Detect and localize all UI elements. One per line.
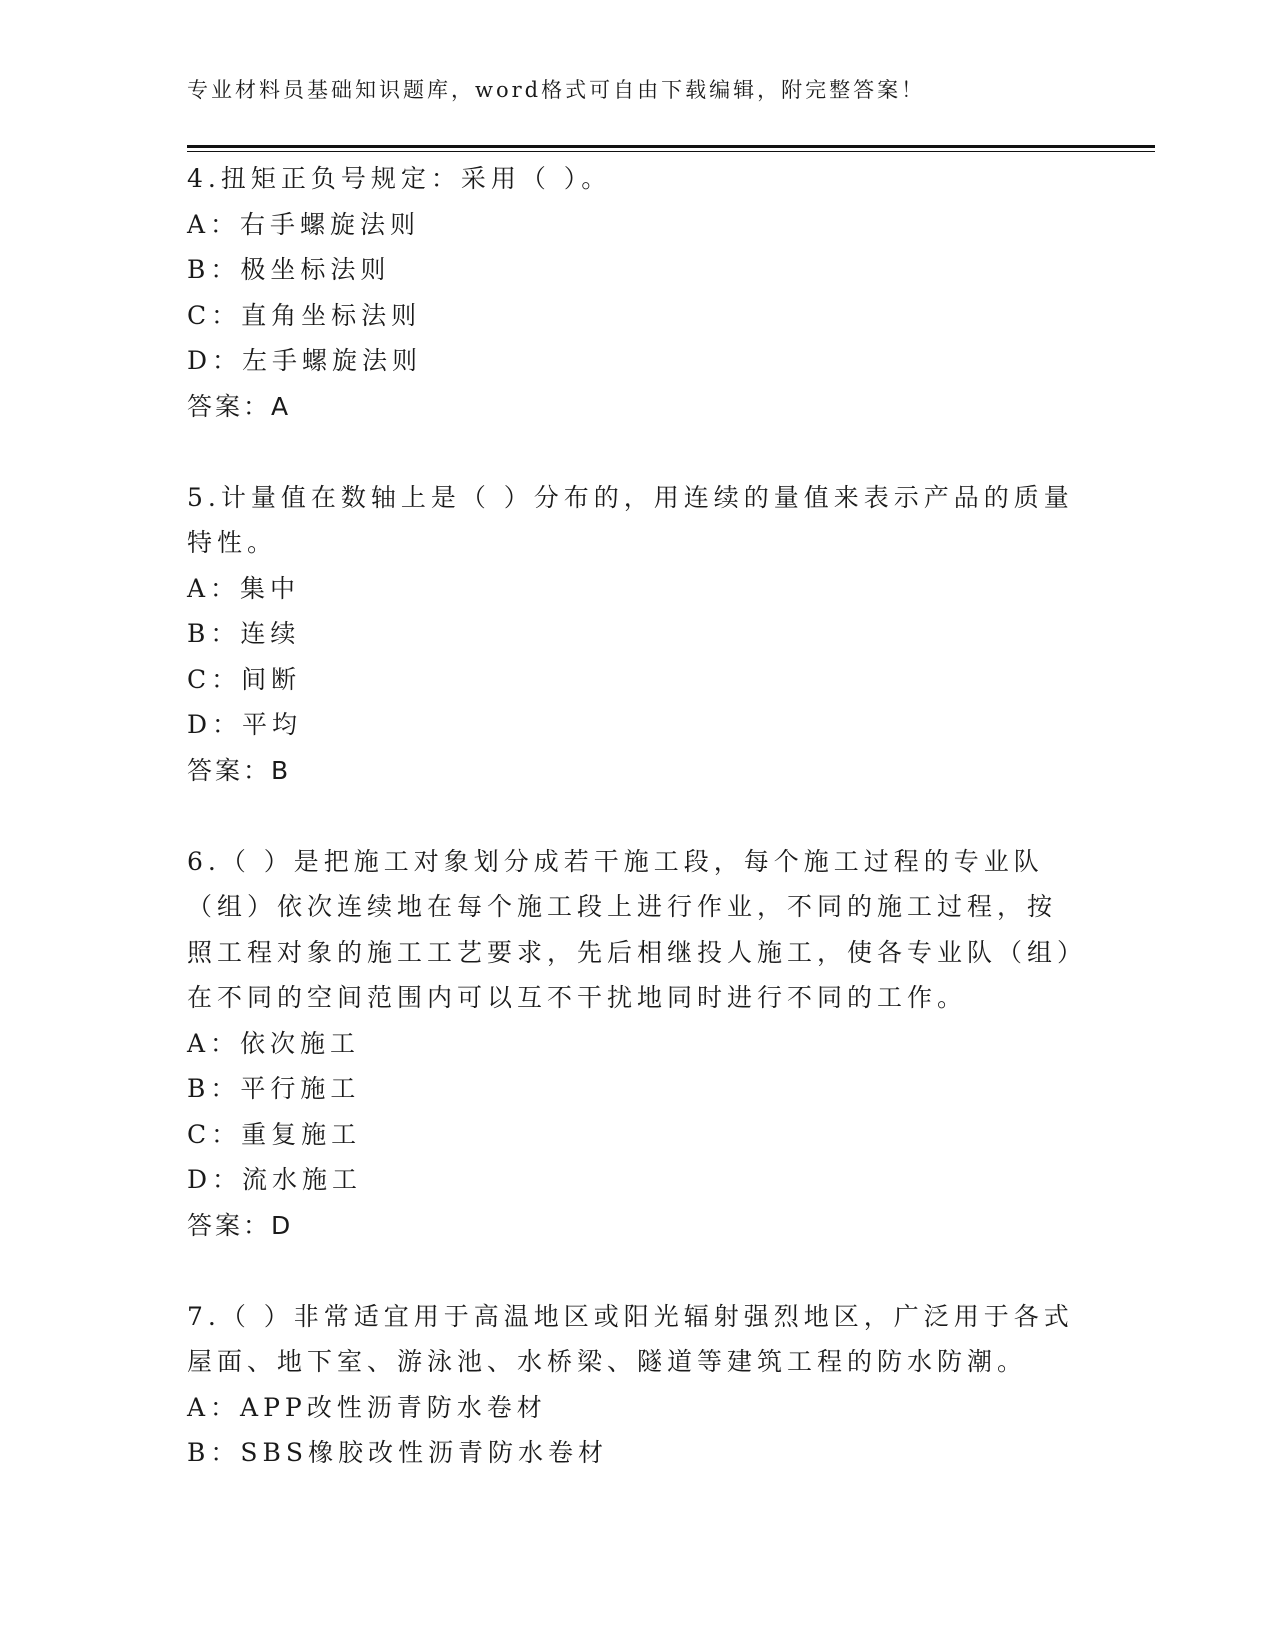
question-text: 6.（ ）是把施工对象划分成若干施工段，每个施工过程的专业队（组）依次连续地在每个施工段上进行作业，不同的施工过程，按照工程对象的施工工艺要求，先后相继投人施工，使各专业队（组）在不同的空间范围内可以互不干扰地同时进行不同的工作。	[187, 846, 1075, 1012]
answer-line: 答案：B	[187, 755, 292, 785]
question-text: 4.扭矩正负号规定：采用（ ）。	[187, 164, 612, 193]
spacer	[187, 1248, 1087, 1294]
question-7	[187, 1294, 1087, 1476]
option-a: A：集中	[187, 573, 301, 603]
question-5	[187, 475, 1087, 794]
option-b: B：平行施工	[187, 1074, 361, 1103]
option-d: D：左手螺旋法则	[187, 346, 423, 375]
option-a: A：右手螺旋法则	[187, 209, 421, 239]
option-a: A：APP改性沥青防水卷材	[187, 1392, 547, 1422]
spacer	[187, 429, 1087, 475]
answer-line: 答案：A	[187, 391, 292, 421]
header-rule-thin	[187, 151, 1155, 152]
option-b: B：极坐标法则	[187, 255, 391, 284]
spacer	[187, 793, 1087, 839]
option-c: C：直角坐标法则	[187, 300, 422, 330]
option-d: D：平均	[187, 710, 303, 739]
question-6	[187, 839, 1087, 1249]
answer-line: 答案：D	[187, 1210, 294, 1240]
option-b: B：SBS橡胶改性沥青防水卷材	[187, 1438, 608, 1467]
header-rule-thick	[187, 145, 1155, 148]
question-text: 5.计量值在数轴上是（ ）分布的，用连续的量值来表示产品的质量特性。	[187, 482, 1074, 557]
option-c: C：重复施工	[187, 1119, 362, 1149]
question-text: 7.（ ）非常适宜用于高温地区或阳光辐射强烈地区，广泛用于各式屋面、地下室、游泳池、水桥梁、隧道等建筑工程的防水防潮。	[187, 1301, 1074, 1376]
option-a: A：依次施工	[187, 1028, 361, 1058]
question-4	[187, 156, 1087, 429]
page-header: 专业材料员基础知识题库，word格式可自由下载编辑，附完整答案！	[187, 78, 926, 102]
option-c: C：间断	[187, 664, 302, 694]
option-b: B：连续	[187, 619, 301, 648]
option-d: D：流水施工	[187, 1165, 363, 1194]
question-list	[187, 156, 1087, 1476]
